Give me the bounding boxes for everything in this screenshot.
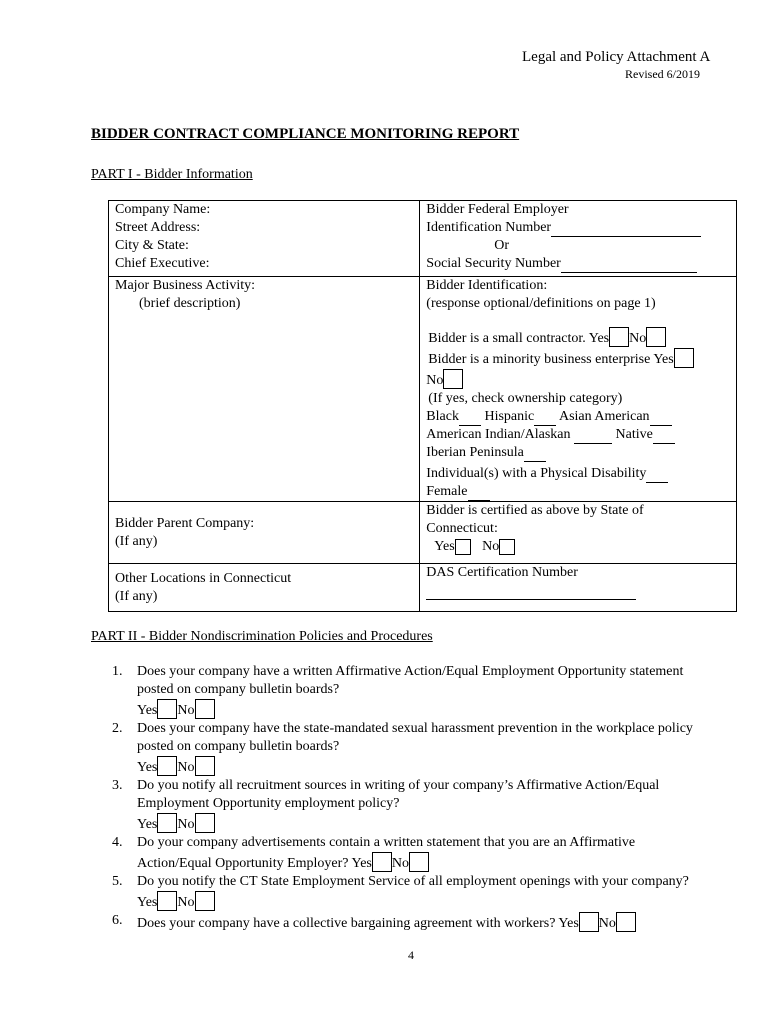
question-2: [112, 720, 742, 777]
revised-date: Revised 6/2019: [625, 67, 700, 81]
ssn-field[interactable]: [561, 258, 697, 273]
category-hispanic-label: Hispanic: [484, 409, 535, 424]
q1-no-checkbox[interactable]: [195, 699, 215, 719]
question-1: [112, 663, 742, 720]
no-label: No: [177, 760, 195, 775]
category-black-label: Black: [426, 409, 459, 424]
question-3: [112, 777, 742, 834]
chief-executive-label: Chief Executive:: [115, 256, 210, 271]
or-label: Or: [494, 238, 510, 253]
page-number: 4: [408, 948, 414, 962]
minority-no-label: No: [426, 373, 444, 388]
question-5: [112, 873, 742, 912]
small-contractor-no-checkbox[interactable]: [646, 327, 666, 347]
question-number: 4.: [112, 835, 123, 850]
question-text: Does your company have a written Affirmative Action/Equal Employment Opportunity statement: [137, 664, 684, 679]
question-number: 1.: [112, 664, 123, 679]
category-iberian-label: Iberian Peninsula: [426, 445, 524, 460]
question-text: Do your company advertisements contain a written statement that you are an Affirmative: [137, 835, 636, 850]
q5-no-checkbox[interactable]: [195, 891, 215, 911]
other-locations-cell[interactable]: [109, 564, 420, 612]
certified-yes-checkbox[interactable]: [455, 539, 471, 555]
bidder-info-table: [108, 200, 737, 612]
q4-yes-checkbox[interactable]: [372, 852, 392, 872]
yes-label: Yes: [558, 916, 579, 931]
part2-heading: PART II - Bidder Nondiscrimination Policies and Procedures: [91, 629, 433, 644]
q1-yes-checkbox[interactable]: [157, 699, 177, 719]
parent-company-label: Bidder Parent Company:: [115, 515, 255, 531]
question-number: 6.: [112, 913, 123, 928]
street-address-label: Street Address:: [115, 220, 201, 235]
question-text-cont: Action/Equal Opportunity Employer?: [137, 856, 349, 871]
certification-cell: [420, 502, 737, 564]
question-number: 5.: [112, 874, 123, 889]
no-label: No: [177, 817, 195, 832]
major-activity-label: Major Business Activity:: [115, 278, 255, 293]
question-4: [112, 834, 742, 873]
parent-company-cell[interactable]: [109, 502, 420, 564]
document-title: BIDDER CONTRACT COMPLIANCE MONITORING REPORT: [91, 126, 520, 142]
nondiscrimination-questions: [112, 663, 742, 933]
q6-no-checkbox[interactable]: [616, 912, 636, 932]
minority-no-checkbox[interactable]: [443, 369, 463, 389]
category-female-field[interactable]: [468, 488, 490, 501]
category-disability-field[interactable]: [646, 470, 668, 483]
category-black-field[interactable]: [459, 413, 481, 426]
small-contractor-yes-checkbox[interactable]: [609, 327, 629, 347]
certified-label-2: Connecticut:: [426, 521, 498, 536]
yes-label: Yes: [137, 760, 158, 775]
category-asian-field[interactable]: [650, 413, 672, 426]
yes-label: Yes: [137, 817, 158, 832]
q2-yes-checkbox[interactable]: [157, 756, 177, 776]
question-text-cont: posted on company bulletin boards?: [137, 739, 340, 754]
certified-label-1: Bidder is certified as above by State of: [426, 503, 644, 518]
minority-label: Bidder is a minority business enterprise: [428, 352, 651, 367]
minority-yes-checkbox[interactable]: [674, 348, 694, 368]
question-text-cont: Employment Opportunity employment policy?: [137, 796, 400, 811]
other-locations-label: Other Locations in Connecticut: [115, 570, 292, 586]
no-label: No: [177, 895, 195, 910]
other-locations-if-any: (If any): [115, 588, 158, 604]
yes-label: Yes: [137, 703, 158, 718]
fein-label-2: Identification Number: [426, 220, 552, 235]
fein-cell: [420, 201, 737, 277]
q4-no-checkbox[interactable]: [409, 852, 429, 872]
minority-yes-label: Yes: [653, 352, 674, 367]
small-contractor-yes-label: Yes: [588, 331, 610, 346]
bidder-id-label: Bidder Identification:: [426, 278, 548, 293]
q6-yes-checkbox[interactable]: [579, 912, 599, 932]
brief-description-label: (brief description): [139, 296, 241, 311]
category-native-field[interactable]: [653, 431, 675, 444]
q3-yes-checkbox[interactable]: [157, 813, 177, 833]
das-cert-label: DAS Certification Number: [426, 565, 578, 580]
certified-no-label: No: [482, 539, 500, 554]
category-hispanic-field[interactable]: [534, 413, 556, 426]
part1-heading: PART I - Bidder Information: [91, 167, 253, 182]
no-label: No: [177, 703, 195, 718]
category-female-label: Female: [426, 484, 468, 499]
category-native-label: Native: [615, 427, 653, 442]
ownership-instruction: (If yes, check ownership category): [428, 391, 623, 406]
category-disability-label: Individual(s) with a Physical Disability: [426, 466, 647, 481]
question-text: Do you notify all recruitment sources in writing of your company’s Affirmative Action/Equal: [137, 778, 660, 793]
q5-yes-checkbox[interactable]: [157, 891, 177, 911]
major-activity-cell[interactable]: [109, 277, 420, 502]
das-cert-field[interactable]: [426, 587, 636, 600]
category-asian-label: Asian American: [558, 409, 650, 424]
category-american-indian-label: American Indian/Alaskan: [426, 427, 571, 442]
fein-label-1: Bidder Federal Employer: [426, 202, 569, 217]
yes-label: Yes: [351, 856, 372, 871]
category-american-indian-field[interactable]: [574, 431, 612, 444]
question-text: Does your company have a collective bargaining agreement with workers?: [137, 916, 556, 931]
company-name-label: Company Name:: [115, 202, 211, 217]
question-text: Does your company have the state-mandated sexual harassment prevention in the workplace policy: [137, 721, 693, 736]
question-number: 3.: [112, 778, 123, 793]
certified-yes-label: Yes: [434, 539, 455, 554]
category-iberian-field[interactable]: [524, 449, 546, 462]
yes-label: Yes: [137, 895, 158, 910]
certified-no-checkbox[interactable]: [499, 539, 515, 555]
parent-company-if-any: (If any): [115, 533, 158, 549]
q2-no-checkbox[interactable]: [195, 756, 215, 776]
no-label: No: [391, 856, 409, 871]
company-info-cell[interactable]: [109, 201, 420, 277]
city-state-label: City & State:: [115, 238, 189, 253]
small-contractor-label: Bidder is a small contractor.: [428, 331, 586, 346]
das-cert-cell: [420, 564, 737, 612]
bidder-identification-cell: [420, 277, 737, 502]
question-number: 2.: [112, 721, 123, 736]
question-text: Do you notify the CT State Employment Service of all employment openings with your company?: [137, 874, 689, 889]
ssn-label: Social Security Number: [426, 256, 561, 271]
q3-no-checkbox[interactable]: [195, 813, 215, 833]
question-text-cont: posted on company bulletin boards?: [137, 682, 340, 697]
no-label: No: [598, 916, 616, 931]
attachment-label: Legal and Policy Attachment A: [522, 49, 711, 65]
question-6: [112, 912, 742, 933]
response-optional-label: (response optional/definitions on page 1): [426, 296, 656, 311]
small-contractor-no-label: No: [629, 331, 647, 346]
fein-field[interactable]: [551, 222, 701, 237]
